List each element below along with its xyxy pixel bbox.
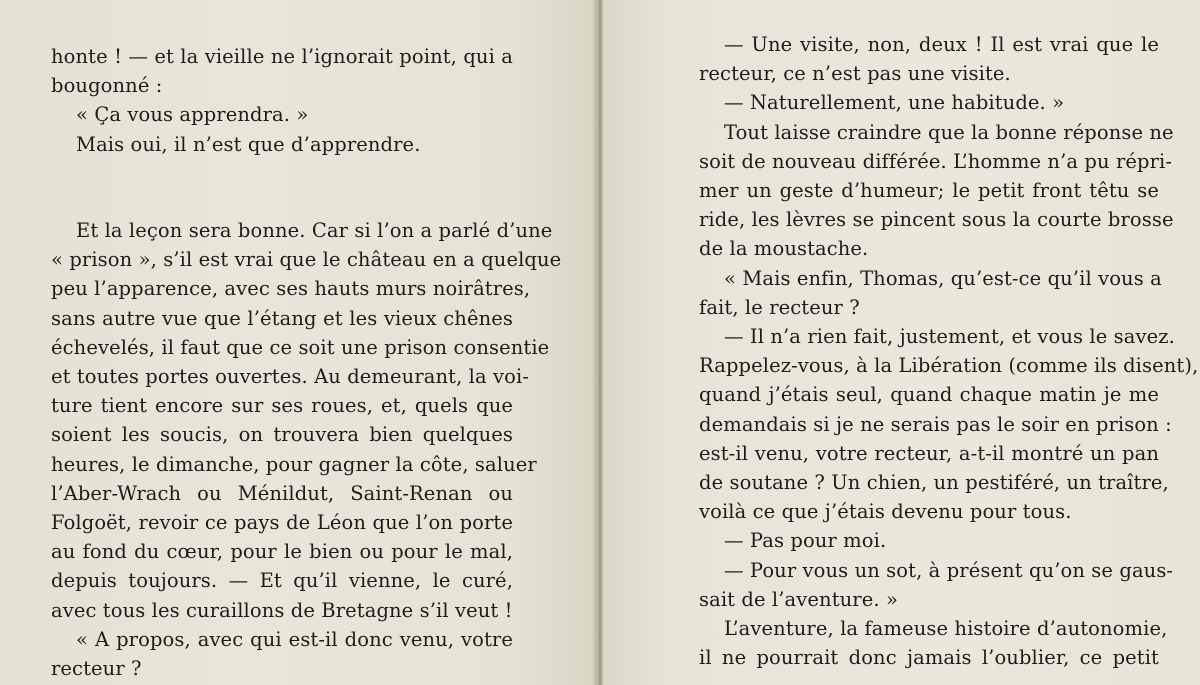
text-line: mer un geste d’humeur; le petit front têtu se [699, 179, 1159, 203]
text-line: avec tous les curaillons de Bretagne s’il veut ! [51, 598, 513, 622]
text-line: L’aventure, la fameuse histoire d’autonomie, [724, 617, 1168, 641]
text-line: et toutes portes ouvertes. Au demeurant, la voi- [51, 365, 530, 389]
right-page-text [699, 30, 1199, 672]
text-line: — Pour vous un sot, à présent qu’on se gaus- [724, 558, 1174, 582]
text-line: recteur ? [51, 657, 142, 681]
text-line: « prison », s’il est vrai que le château en a quelque [51, 248, 562, 272]
text-line: sait de l’aventure. » [699, 587, 898, 611]
text-line: — Naturellement, une habitude. » [724, 91, 1065, 115]
text-line: ture tient encore sur ses roues, et, quels que [51, 394, 513, 418]
text-line: demandais si je ne serais pas le soir en prison : [699, 412, 1172, 436]
text-line: — Il n’a rien fait, justement, et vous le savez. [724, 325, 1175, 349]
text-line: Tout laisse craindre que la bonne réponse ne [724, 120, 1174, 144]
text-line: bougonné : [51, 74, 163, 98]
text-line: quand j’étais seul, quand chaque matin je me [699, 383, 1159, 407]
left-page-top-block [51, 42, 513, 159]
text-line: depuis toujours. — Et qu’il vienne, le curé, [51, 569, 513, 593]
text-line: sans autre vue que l’étang et les vieux chênes [51, 306, 513, 330]
right-page [603, 0, 1200, 685]
text-line: ride, les lèvres se pincent sous la courte brosse [699, 208, 1174, 232]
text-line: recteur, ce n’est pas une visite. [699, 62, 1011, 86]
text-line: il ne pourrait donc jamais l’oublier, ce petit [699, 646, 1159, 670]
text-line: — Pas pour moi. [724, 529, 887, 553]
text-line: — Une visite, non, deux ! Il est vrai que le [724, 33, 1159, 56]
text-line: soit de nouveau différée. L’homme n’a pu répri- [699, 149, 1173, 173]
text-line: Rappelez-vous, à la Libération (comme ils disent), [699, 354, 1199, 378]
text-line: heures, le dimanche, pour gagner la côte, saluer [51, 452, 537, 476]
text-line: peu l’apparence, avec ses hauts murs noirâtres, [51, 277, 531, 301]
text-line: échevelés, il faut que ce soit une prison consentie [51, 335, 550, 359]
text-line: de la moustache. [699, 237, 869, 261]
text-line: Mais oui, il n’est que d’apprendre. [76, 132, 421, 156]
text-line: Folgoët, revoir ce pays de Léon que l’on porte [51, 511, 513, 535]
text-line: « Mais enfin, Thomas, qu’est-ce qu’il vous a [724, 266, 1162, 290]
text-line: honte ! — et la vieille ne l’ignorait point, qui a [51, 45, 513, 68]
text-line: « Ça vous apprendra. » [76, 103, 309, 127]
text-line: soient les soucis, on trouvera bien quelques [51, 423, 513, 447]
left-page-main-paragraph [51, 216, 562, 683]
text-line: au fond du cœur, pour le bien ou pour le mal, [51, 540, 513, 564]
text-line: l’Aber-Wrach ou Ménildut, Saint-Renan ou [51, 481, 513, 505]
text-line: fait, le recteur ? [699, 295, 860, 319]
text-line: de soutane ? Un chien, un pestiféré, un traître, [699, 471, 1169, 495]
left-page [0, 0, 597, 685]
text-line: voilà ce que j’étais devenu pour tous. [699, 500, 1072, 524]
text-line: est-il venu, votre recteur, a-t-il montré un pan [699, 441, 1159, 465]
text-line: Et la leçon sera bonne. Car si l’on a parlé d’une [76, 219, 553, 242]
text-line: « A propos, avec qui est-il donc venu, votre [76, 627, 513, 651]
